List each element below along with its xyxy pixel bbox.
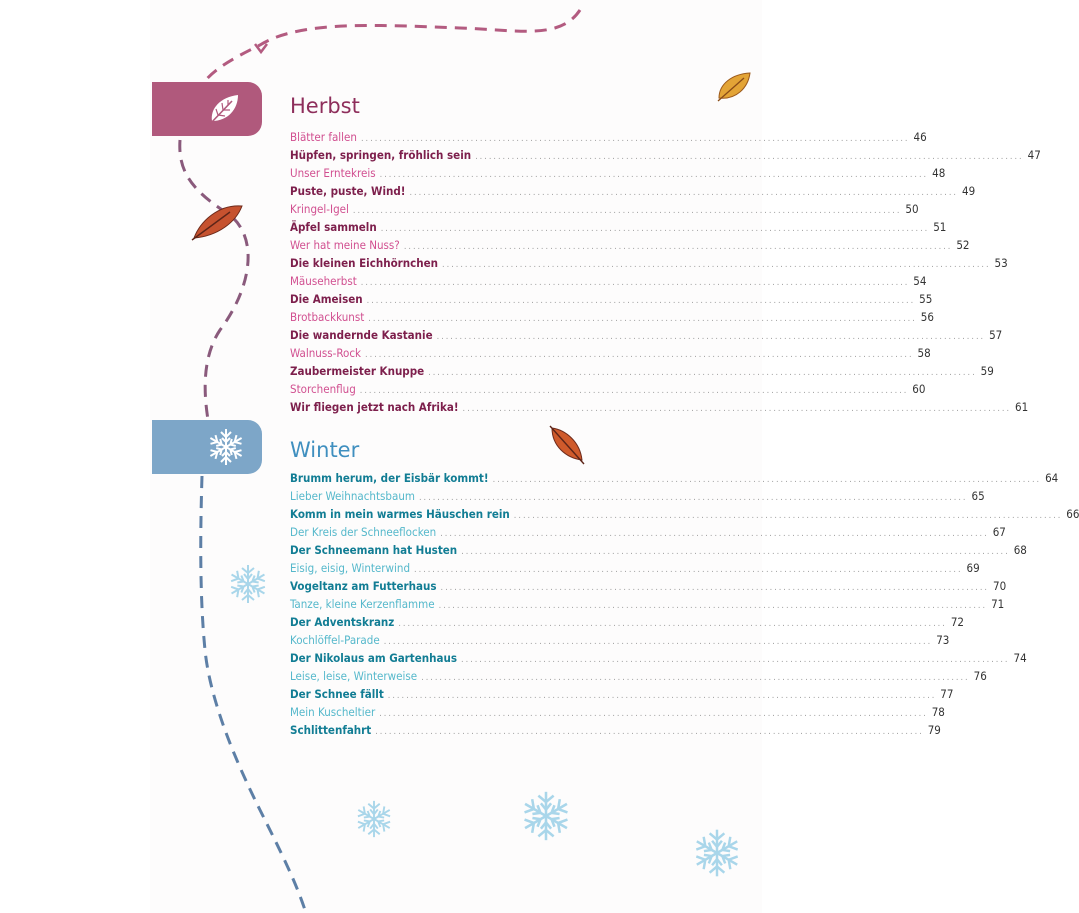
toc-leader-dots: ........................................................................................................................ — [379, 709, 928, 719]
toc-leader-dots: ........................................................................................................................ — [352, 206, 902, 216]
toc-entry-page: 55 — [919, 292, 933, 306]
snowflake-deco-icon — [690, 826, 744, 880]
toc-entry-title: Kringel-Igel — [290, 202, 349, 216]
toc-entry-title: Kochlöffel-Parade — [290, 633, 380, 647]
toc-entry[interactable] — [290, 703, 945, 721]
toc-entry[interactable] — [290, 398, 1029, 416]
toc-entry-page: 72 — [950, 615, 964, 629]
toc-entry-page: 76 — [973, 669, 987, 683]
snowflake-icon — [206, 427, 246, 467]
toc-entry[interactable] — [290, 631, 950, 649]
toc-entry-page: 64 — [1045, 471, 1059, 485]
toc-entry[interactable] — [290, 667, 987, 685]
toc-entry-title: Vogeltanz am Futterhaus — [290, 579, 437, 593]
leaf-icon — [206, 91, 244, 127]
toc-leader-dots: ........................................................................................................................ — [436, 332, 986, 342]
toc-entry[interactable] — [290, 164, 946, 182]
toc-entry-title: Die wandernde Kastanie — [290, 328, 433, 342]
toc-entry-page: 56 — [920, 310, 934, 324]
toc-entry-page: 51 — [933, 220, 947, 234]
toc-entry-page: 65 — [971, 489, 985, 503]
toc-entry-title: Tanze, kleine Kerzenflamme — [290, 597, 435, 611]
toc-entry[interactable] — [290, 200, 919, 218]
snowflake-deco-icon — [518, 788, 574, 844]
toc-entry-title: Walnuss-Rock — [290, 346, 362, 360]
toc-leader-dots: ........................................................................................................................ — [462, 404, 1012, 414]
red-leaf-icon-2 — [546, 424, 586, 466]
toc-entry[interactable] — [290, 146, 1041, 164]
yellow-leaf-icon — [716, 70, 754, 104]
winter-toc-list — [290, 469, 1079, 739]
toc-leader-dots: ........................................................................................................................ — [368, 314, 917, 324]
toc-entry-title: Äpfel sammeln — [290, 220, 377, 234]
toc-leader-dots: ........................................................................................................................ — [492, 475, 1042, 485]
toc-entry[interactable] — [290, 613, 964, 631]
toc-entry-title: Brotbackkunst — [290, 310, 365, 324]
winter-section-tab — [152, 420, 262, 474]
toc-entry-title: Unser Erntekreis — [290, 166, 376, 180]
toc-leader-dots: ........................................................................................................................ — [387, 691, 937, 701]
toc-entry-page: 50 — [905, 202, 919, 216]
snowflake-deco-icon — [226, 562, 270, 606]
toc-entry-page: 49 — [961, 184, 976, 198]
toc-entry[interactable] — [290, 487, 985, 505]
dashed-path-middle — [180, 140, 248, 420]
toc-entry-page: 74 — [1013, 651, 1027, 665]
toc-entry[interactable] — [290, 326, 1003, 344]
toc-entry-title: Lieber Weihnachtsbaum — [290, 489, 415, 503]
toc-entry[interactable] — [290, 577, 1007, 595]
toc-leader-dots: ........................................................................................................................ — [375, 727, 924, 737]
herbst-section-title: Herbst — [290, 94, 360, 118]
toc-entry[interactable] — [290, 505, 1079, 523]
toc-leader-dots: ........................................................................................................................ — [360, 134, 910, 144]
toc-entry-title: Blätter fallen — [290, 130, 357, 144]
toc-leader-dots: ........................................................................................................................ — [475, 152, 1024, 162]
toc-entry[interactable] — [290, 380, 926, 398]
toc-entry[interactable] — [290, 128, 927, 146]
toc-leader-dots: ........................................................................................................................ — [461, 547, 1010, 557]
toc-entry[interactable] — [290, 344, 931, 362]
toc-leader-dots: ........................................................................................................................ — [438, 601, 988, 611]
toc-entry[interactable] — [290, 290, 933, 308]
toc-entry-page: 68 — [1013, 543, 1027, 557]
toc-entry-page: 66 — [1066, 507, 1079, 521]
toc-entry[interactable] — [290, 362, 994, 380]
toc-entry[interactable] — [290, 523, 1006, 541]
toc-leader-dots: ........................................................................................................................ — [442, 260, 991, 270]
toc-leader-dots: ........................................................................................................................ — [440, 529, 989, 539]
toc-entry-title: Der Kreis der Schneeflocken — [290, 525, 437, 539]
herbst-section-tab — [152, 82, 262, 136]
toc-leader-dots: ........................................................................................................................ — [414, 565, 963, 575]
toc-leader-dots: ........................................................................................................................ — [421, 673, 970, 683]
toc-leader-dots: ........................................................................................................................ — [461, 655, 1010, 665]
toc-leader-dots: ........................................................................................................................ — [513, 511, 1063, 521]
toc-entry[interactable] — [290, 721, 941, 739]
red-leaf-icon — [190, 198, 246, 242]
toc-entry-title: Der Schneemann hat Husten — [290, 543, 458, 557]
toc-entry-page: 71 — [991, 597, 1005, 611]
toc-entry[interactable] — [290, 649, 1027, 667]
toc-entry-page: 59 — [980, 364, 994, 378]
toc-leader-dots: ........................................................................................................................ — [360, 278, 910, 288]
toc-entry[interactable] — [290, 272, 927, 290]
toc-entry-title: Die Ameisen — [290, 292, 363, 306]
snowflake-deco-icon — [353, 798, 395, 840]
toc-entry-page: 77 — [940, 687, 954, 701]
toc-entry[interactable] — [290, 541, 1027, 559]
toc-leader-dots: ........................................................................................................................ — [398, 619, 947, 629]
toc-entry-title: Wir fliegen jetzt nach Afrika! — [290, 400, 459, 414]
toc-entry-title: Der Schnee fällt — [290, 687, 384, 701]
toc-entry-title: Mein Kuscheltier — [290, 705, 376, 719]
toc-leader-dots: ........................................................................................................................ — [359, 386, 909, 396]
toc-leader-dots: ........................................................................................................................ — [403, 242, 953, 252]
toc-leader-dots: ........................................................................................................................ — [366, 296, 916, 306]
toc-entry-title: Leise, leise, Winterweise — [290, 669, 418, 683]
toc-entry[interactable] — [290, 595, 1005, 613]
toc-leader-dots: ........................................................................................................................ — [418, 493, 968, 503]
toc-entry-title: Schlittenfahrt — [290, 723, 372, 737]
toc-entry-page: 79 — [927, 723, 941, 737]
toc-entry-page: 67 — [992, 525, 1006, 539]
toc-entry-title: Wer hat meine Nuss? — [290, 238, 400, 252]
toc-entry-title: Der Adventskranz — [290, 615, 395, 629]
toc-entry[interactable] — [290, 254, 1008, 272]
toc-entry-title: Puste, puste, Wind! — [290, 184, 406, 198]
toc-entry-page: 61 — [1015, 400, 1029, 414]
toc-entry-page: 53 — [994, 256, 1008, 270]
winter-section-title: Winter — [290, 438, 360, 462]
toc-entry-title: Komm in mein warmes Häuschen rein — [290, 507, 510, 521]
toc-entry-page: 57 — [989, 328, 1003, 342]
toc-entry[interactable] — [290, 236, 970, 254]
toc-entry-page: 60 — [912, 382, 926, 396]
toc-leader-dots: ........................................................................................................................ — [380, 224, 930, 234]
toc-entry[interactable] — [290, 559, 980, 577]
toc-entry-title: Hüpfen, springen, fröhlich sein — [290, 148, 472, 162]
toc-entry-title: Die kleinen Eichhörnchen — [290, 256, 439, 270]
toc-entry[interactable] — [290, 218, 947, 236]
toc-entry-page: 69 — [966, 561, 980, 575]
toc-entry-page: 47 — [1027, 148, 1041, 162]
toc-entry-page: 78 — [931, 705, 945, 719]
toc-entry-page: 58 — [917, 346, 931, 360]
toc-entry-title: Mäuseherbst — [290, 274, 357, 288]
toc-entry-title: Der Nikolaus am Gartenhaus — [290, 651, 457, 665]
toc-leader-dots: ........................................................................................................................ — [440, 583, 989, 593]
toc-leader-dots: ........................................................................................................................ — [365, 350, 914, 360]
toc-leader-dots: ........................................................................................................................ — [409, 188, 958, 198]
toc-entry-page: 70 — [993, 579, 1007, 593]
toc-leader-dots: ........................................................................................................................ — [383, 637, 933, 647]
herbst-toc-list — [290, 128, 1041, 416]
toc-entry[interactable] — [290, 308, 934, 326]
toc-entry-page: 52 — [956, 238, 970, 252]
toc-entry[interactable] — [290, 182, 976, 200]
toc-entry-title: Storchenflug — [290, 382, 356, 396]
toc-entry-page: 46 — [913, 130, 927, 144]
toc-entry-title: Brumm herum, der Eisbär kommt! — [290, 471, 489, 485]
toc-entry-page: 48 — [932, 166, 946, 180]
toc-entry-page: 73 — [936, 633, 950, 647]
toc-entry[interactable] — [290, 685, 954, 703]
toc-entry-title: Eisig, eisig, Winterwind — [290, 561, 411, 575]
toc-entry[interactable] — [290, 469, 1059, 487]
toc-leader-dots: ........................................................................................................................ — [428, 368, 977, 378]
toc-entry-page: 54 — [913, 274, 927, 288]
toc-entry-title: Zaubermeister Knuppe — [290, 364, 425, 378]
toc-leader-dots: ........................................................................................................................ — [379, 170, 929, 180]
